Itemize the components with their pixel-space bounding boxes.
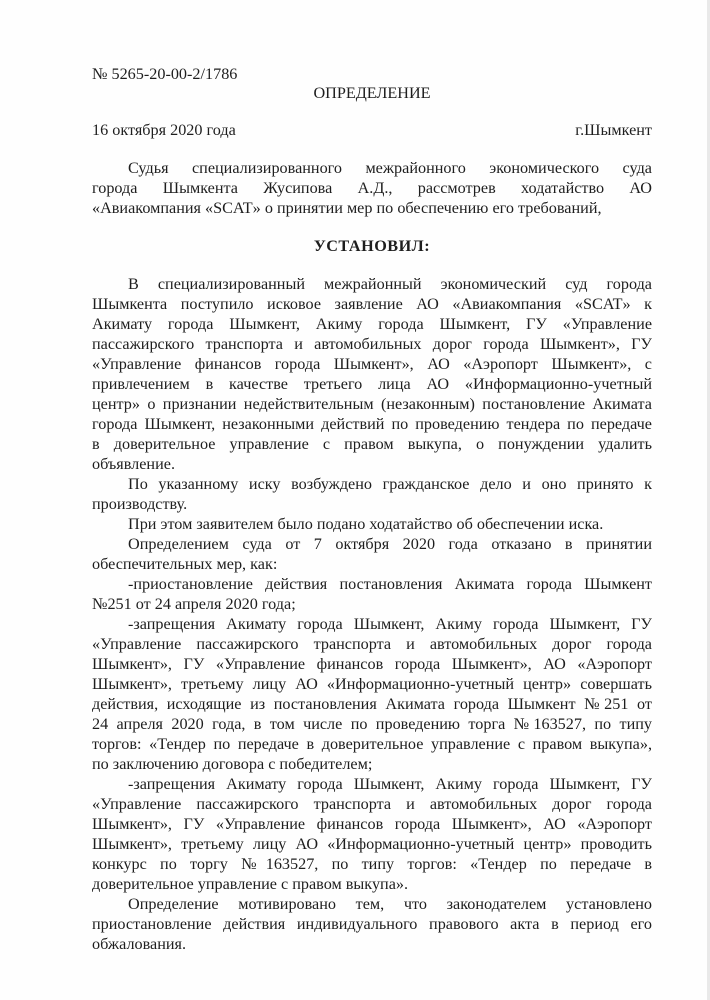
intro-line: «Авиакомпания «SCAT» о принятии мер по обеспечению его требований,	[92, 199, 602, 217]
body-line: Шымкента поступило исковое заявление АО «Авиакомпания «SCAT» к	[92, 295, 652, 313]
section-heading: УСТАНОВИЛ:	[313, 237, 431, 255]
body-line: объявление.	[92, 455, 175, 473]
body-line: Шымкент», ГУ «Управление финансов города Шымкент», АО «Аэропорт	[92, 655, 652, 673]
body-line: центр» о признании недействительным (незаконным) постановление Акимата	[92, 395, 652, 413]
document-date: 16 октября 2020 года	[92, 121, 236, 139]
body-line: №251 от 24 апреля 2020 года;	[92, 595, 296, 613]
body-line: По указанному иску возбуждено гражданское дело и оно принято к	[128, 475, 652, 493]
body-line: Шымкент», ГУ «Управление финансов города Шымкент», АО «Аэропорт	[92, 815, 652, 833]
body-line: обеспечительных мер, как:	[92, 555, 278, 573]
document-city: г.Шымкент	[575, 121, 652, 139]
body-line: Акимату города Шымкент, Акиму города Шымкент, ГУ «Управление	[92, 315, 652, 333]
body-line: При этом заявителем было подано ходатайство об обеспечении иска.	[128, 515, 604, 533]
body-line: -запрещения Акимату города Шымкент, Акиму города Шымкент, ГУ	[128, 775, 652, 793]
body-line: В специализированный межрайонный экономический суд города	[128, 275, 652, 293]
body-line: «Управление финансов города Шымкент», АО «Аэропорт Шымкент», с	[92, 355, 652, 373]
body-line: -приостановление действия постановления Акимата города Шымкент	[128, 575, 652, 593]
intro-line: города Шымкента Жусипова А.Д., рассмотрев ходатайство АО	[92, 179, 652, 197]
body-line: -запрещения Акимату города Шымкент, Акиму города Шымкент, ГУ	[128, 615, 652, 633]
body-line: Определение мотивировано тем, что законодателем установлено	[128, 895, 652, 913]
body-line: привлечением в качестве третьего лица АО «Информационно-учетный	[92, 375, 652, 393]
case-number: № 5265-20-00-2/1786	[92, 65, 238, 83]
body-line: конкурс по торгу №163527, по типу торгов: «Тендер по передаче в	[92, 855, 652, 873]
body-line: обжалования.	[92, 935, 187, 953]
body-line: доверительное управление с правом выкупа».	[92, 875, 409, 893]
body-line: приостановление действия индивидуального правового акта в период его	[92, 915, 652, 933]
body-line: Шымкент», третьему лицу АО «Информационно-учетный центр» проводить	[92, 835, 652, 853]
body-line: действия, исходящие из постановления Акимата города Шымкент №251 от	[92, 695, 652, 713]
body-line: торгов: «Тендер по передаче в доверительное управление с правом выкупа»,	[92, 735, 652, 753]
body-line: по заключению договора с победителем;	[92, 755, 373, 773]
body-line: производству.	[92, 495, 188, 513]
document-title: ОПРЕДЕЛЕНИЕ	[313, 84, 431, 102]
body-line: 24 апреля 2020 года, в том числе по проведению торга №163527, по типу	[92, 715, 652, 733]
body-line: в доверительное управление с правом выкупа, о понуждении удалить	[92, 435, 652, 453]
body-line: города Шымкент, незаконными действий по проведению тендера по передаче	[92, 415, 652, 433]
body-line: пассажирского транспорта и автомобильных дорог города Шымкент», ГУ	[92, 335, 652, 353]
body-line: «Управление пассажирского транспорта и автомобильных дорог города	[92, 635, 652, 653]
intro-line: Судья специализированного межрайонного экономического суда	[128, 159, 652, 177]
body-line: «Управление пассажирского транспорта и автомобильных дорог города	[92, 795, 652, 813]
body-line: Определением суда от 7 октября 2020 года отказано в принятии	[128, 535, 652, 553]
body-line: Шымкент», третьему лицу АО «Информационно-учетный центр» совершать	[92, 675, 652, 693]
